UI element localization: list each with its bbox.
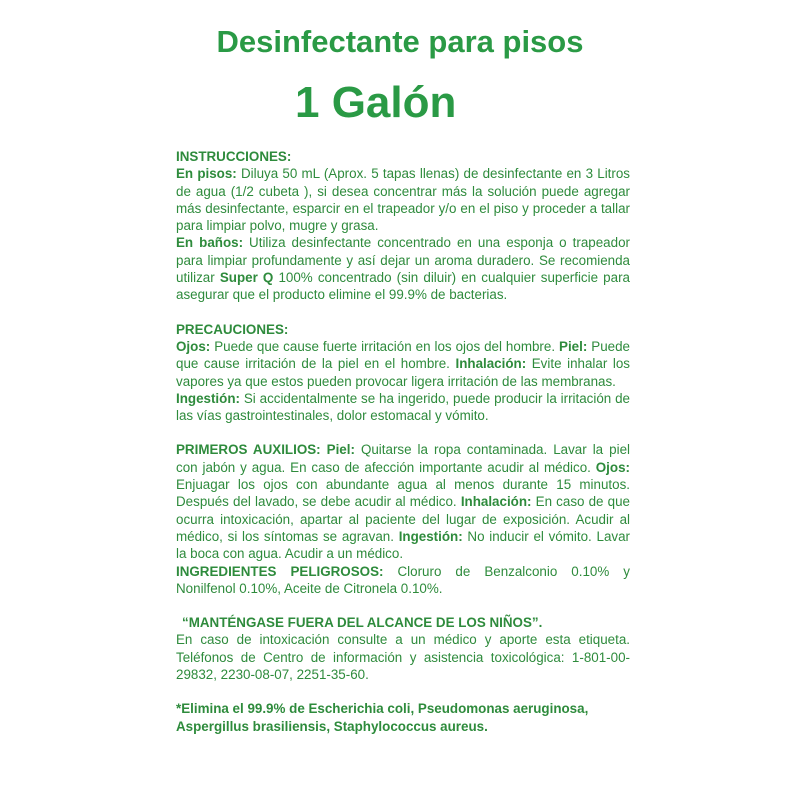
precautions-inhalation-label: Inhalación: xyxy=(455,356,527,372)
precautions-skin-text: Puede que cause irritación de la piel en el hombre. xyxy=(176,338,630,372)
first-aid-ingestion-label: Ingestión: xyxy=(398,528,463,544)
instructions-floors xyxy=(176,165,630,234)
bathrooms-text-2: 100% concentrado (sin diluir) en cualquier superficie para asegurar que el producto elimine el 99.9% de bacterias. xyxy=(176,270,630,303)
product-title: Desinfectante para pisos xyxy=(216,24,584,59)
first-aid-skin-label: Piel: xyxy=(320,442,355,458)
poison-contact-info: En caso de intoxicación consulte a un médico y aporte esta etiqueta. Teléfonos de Centro de información y asistencia toxicológica: 1-801-00-29832, 2230-08-07, 2251-35-60. xyxy=(176,632,630,683)
first-aid-skin-text: Quitarse la ropa contaminada. Lavar la piel con jabón y agua. En caso de afección importante acudir al médico. xyxy=(176,442,630,475)
precautions-eyes-text: Puede que cause fuerte irritación en los ojos del hombre. xyxy=(210,338,560,354)
first-aid-inhalation-text: En caso de que ocurra intoxicación, apartar al paciente del lugar de exposición. Acudir al médico, si los síntomas se agravan. xyxy=(176,494,630,544)
precautions-inhalation-text: Evite inhalar los vapores ya que estos pueden provocar ligera irritación de las membranas. xyxy=(176,356,630,389)
keep-away-warning: “MANTÉNGASE FUERA DEL ALCANCE DE LOS NIÑOS”. xyxy=(182,615,543,631)
first-aid-eyes-label: Ojos: xyxy=(595,459,630,475)
precautions-body xyxy=(176,338,630,390)
instructions-heading: INSTRUCCIONES: xyxy=(176,149,292,164)
first-aid-ingestion-text: No inducir el vómito. Lavar la boca con agua. Acudir a un médico. xyxy=(176,528,631,562)
floors-label: En pisos: xyxy=(176,166,237,182)
brand-name: Super Q xyxy=(219,270,274,286)
efficacy-footnote: *Elimina el 99.9% de Escherichia coli, Pseudomonas aeruginosa, Aspergillus brasiliensis, Staphylococcus aureus. xyxy=(176,701,589,734)
bathrooms-text-1: Utiliza desinfectante concentrado en una esponja o trapeador para limpiar profundamente y así dejar un aroma duradero. Se recomienda utilizar xyxy=(176,235,630,286)
precautions-heading: PRECAUCIONES: xyxy=(176,321,289,337)
first-aid-inhalation-label: Inhalación: xyxy=(460,494,532,510)
precautions-ingestion-text: Si accidentalmente se ha ingerido, puede producir la irritación de las vías gastrointestinales, dolor estomacal y vómito. xyxy=(176,390,630,424)
floors-text: Diluya 50 mL (Aprox. 5 tapas llenas) de desinfectante en 3 Litros de agua (1/2 cubeta ), si desea concentrar más la solución puede agregar más desinfectante, esparcir en el trapeador y/o en el piso y proceder a tallar para limpiar polvo, mugre y grasa. xyxy=(176,166,630,234)
label-body xyxy=(176,148,630,735)
ingredients-label: INGREDIENTES PELIGROSOS: xyxy=(176,563,384,579)
hazardous-ingredients xyxy=(176,563,630,598)
precautions-eyes-label: Ojos: xyxy=(176,338,211,354)
first-aid xyxy=(176,441,630,562)
first-aid-heading: PRIMEROS AUXILIOS: xyxy=(176,442,321,458)
precautions-skin-label: Piel: xyxy=(559,338,588,354)
precautions-ingestion-label: Ingestión: xyxy=(176,390,240,406)
product-volume: 1 Galón xyxy=(295,78,457,127)
instructions-bathrooms xyxy=(176,234,630,303)
bathrooms-label: En baños: xyxy=(176,235,244,251)
ingredients-text: Cloruro de Benzalconio 0.10% y Nonilfenol 0.10%, Aceite de Citronela 0.10%. xyxy=(176,563,630,596)
first-aid-eyes-text: Enjuagar los ojos con abundante agua al menos durante 15 minutos. Después del lavado, se debe acudir al médico. xyxy=(176,477,630,510)
precautions-ingestion xyxy=(176,390,630,425)
